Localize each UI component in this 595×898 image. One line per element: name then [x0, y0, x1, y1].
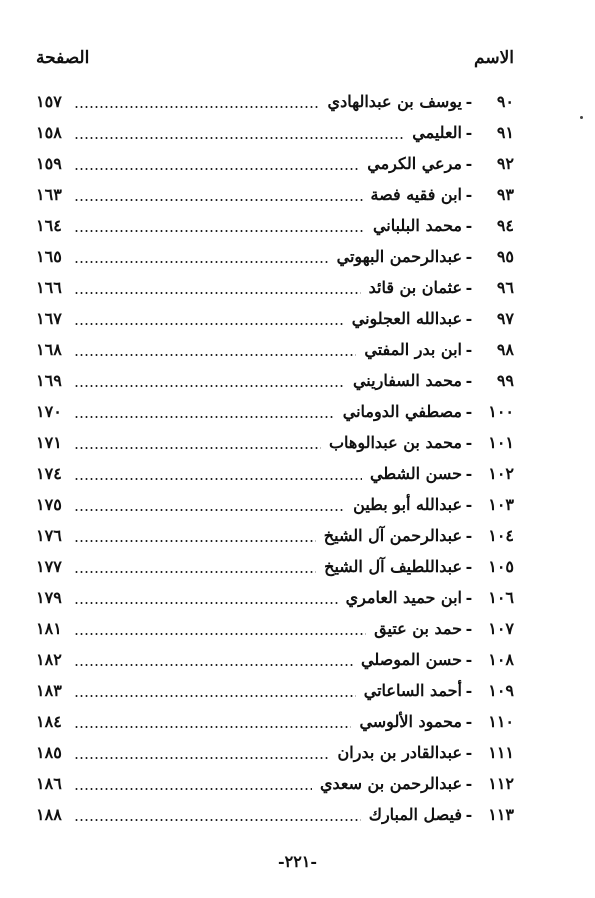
entry-page: ١٦٧	[36, 309, 62, 328]
entry-page: ١٧٥	[36, 495, 62, 514]
index-entry	[36, 117, 514, 148]
entry-number: ١٠٩	[488, 681, 514, 700]
index-entry	[36, 427, 514, 458]
dot-leader	[74, 757, 330, 759]
index-entry	[36, 520, 514, 551]
entry-number: ١٠٠	[488, 402, 514, 421]
entry-name: يوسف بن عبدالهادي	[327, 92, 462, 111]
dot-leader	[74, 478, 362, 480]
entry-name: مصطفي الدوماني	[342, 402, 462, 421]
entry-name: محمد البلباني	[372, 216, 462, 235]
dot-leader	[74, 695, 356, 697]
dot-leader	[74, 819, 361, 821]
entry-name: فيصل المبارك	[368, 805, 462, 824]
entry-dash: -	[465, 557, 473, 576]
entry-page: ١٨٤	[36, 712, 62, 731]
entry-page: ١٦٦	[36, 278, 62, 297]
page-column-heading: الصفحة	[36, 48, 90, 68]
entry-number: ٩٩	[496, 371, 514, 390]
dot-leader	[74, 199, 363, 201]
index-entry	[36, 396, 514, 427]
entry-number: ١١٠	[488, 712, 514, 731]
index-entry	[36, 179, 514, 210]
entry-page: ١٧٦	[36, 526, 62, 545]
entry-page: ١٧٧	[36, 557, 62, 576]
entry-dash: -	[465, 154, 473, 173]
dot-leader	[74, 168, 359, 170]
entry-page: ١٦٩	[36, 371, 62, 390]
entry-dash: -	[465, 402, 473, 421]
index-entry	[36, 303, 514, 334]
index-entry	[36, 613, 514, 644]
index-entry	[36, 706, 514, 737]
index-entry	[36, 799, 514, 830]
entry-dash: -	[465, 526, 473, 545]
entry-dash: -	[465, 805, 473, 824]
entry-name: عبدالله العجلوني	[351, 309, 462, 328]
dot-leader	[74, 447, 321, 449]
entry-dash: -	[465, 309, 473, 328]
dot-leader	[74, 726, 351, 728]
entry-page: ١٧٩	[36, 588, 62, 607]
dot-leader	[74, 106, 320, 108]
entry-number: ١٠٧	[488, 619, 514, 638]
entry-dash: -	[465, 247, 473, 266]
entry-number: ١٠١	[488, 433, 514, 452]
entry-dash: -	[465, 92, 473, 111]
index-list	[36, 86, 514, 830]
entry-dash: -	[465, 278, 473, 297]
entry-name: عبداللطيف آل الشيخ	[324, 557, 462, 576]
entry-name: عبدالرحمن بن سعدي	[319, 774, 462, 793]
entry-name: حسن الموصلي	[361, 650, 462, 669]
dot-leader	[74, 230, 365, 232]
entry-number: ٩٤	[496, 216, 514, 235]
dot-leader	[74, 137, 404, 139]
entry-number: ٩٠	[496, 92, 514, 111]
entry-name: ابن بدر المفتي	[364, 340, 462, 359]
entry-name: عبدالرحمن آل الشيخ	[323, 526, 462, 545]
entry-dash: -	[465, 185, 473, 204]
dot-leader	[74, 354, 356, 356]
entry-name: أحمد الساعاتي	[363, 681, 462, 700]
entry-number: ٩٣	[496, 185, 514, 204]
index-entry	[36, 768, 514, 799]
entry-number: ٩٢	[496, 154, 514, 173]
dot-leader	[74, 602, 338, 604]
entry-dash: -	[465, 216, 473, 235]
entry-number: ٩٦	[496, 278, 514, 297]
dot-leader	[74, 664, 353, 666]
entry-number: ١١٣	[488, 805, 514, 824]
name-column-heading: الاسم	[474, 48, 514, 68]
index-entry	[36, 489, 514, 520]
index-entry	[36, 737, 514, 768]
index-entry	[36, 365, 514, 396]
entry-dash: -	[465, 774, 473, 793]
entry-name: محمد السفاريني	[352, 371, 462, 390]
entry-name: العليمي	[412, 123, 462, 142]
entry-name: عبدالله أبو بطين	[353, 495, 462, 514]
index-entry	[36, 675, 514, 706]
entry-number: ١٠٨	[488, 650, 514, 669]
dot-leader	[74, 633, 366, 635]
entry-page: ١٨٥	[36, 743, 62, 762]
entry-page: ١٦٨	[36, 340, 62, 359]
entry-number: ١٠٤	[488, 526, 514, 545]
entry-name: ابن حميد العامري	[345, 588, 462, 607]
entry-name: عبدالقادر بن بدران	[337, 743, 462, 762]
entry-name: مرعي الكرمي	[367, 154, 462, 173]
dot-leader	[74, 323, 344, 325]
entry-number: ٩١	[496, 123, 514, 142]
entry-dash: -	[465, 495, 473, 514]
entry-dash: -	[465, 371, 473, 390]
index-entry	[36, 458, 514, 489]
entry-name: حسن الشطي	[370, 464, 462, 483]
entry-dash: -	[465, 619, 473, 638]
dot-leader	[74, 540, 316, 542]
index-entry	[36, 148, 514, 179]
print-speck	[580, 116, 583, 119]
entry-dash: -	[465, 681, 473, 700]
entry-page: ١٦٣	[36, 185, 62, 204]
index-entry	[36, 334, 514, 365]
dot-leader	[74, 788, 312, 790]
entry-page: ١٧٠	[36, 402, 62, 421]
index-entry	[36, 210, 514, 241]
entry-page: ١٨١	[36, 619, 62, 638]
entry-number: ٩٧	[496, 309, 514, 328]
entry-dash: -	[465, 743, 473, 762]
entry-dash: -	[465, 588, 473, 607]
dot-leader	[74, 261, 329, 263]
dot-leader	[74, 292, 361, 294]
entry-page: ١٦٤	[36, 216, 62, 235]
dot-leader	[74, 416, 335, 418]
table-header	[36, 44, 514, 72]
entry-name: حمد بن عتيق	[374, 619, 462, 638]
entry-name: عثمان بن قائد	[368, 278, 462, 297]
index-entry	[36, 644, 514, 675]
entry-dash: -	[465, 650, 473, 669]
entry-page: ١٥٩	[36, 154, 62, 173]
entry-page: ١٧١	[36, 433, 62, 452]
entry-dash: -	[465, 433, 473, 452]
index-entry	[36, 551, 514, 582]
entry-number: ٩٨	[496, 340, 514, 359]
entry-page: ١٦٥	[36, 247, 62, 266]
entry-number: ٩٥	[496, 247, 514, 266]
entry-dash: -	[465, 340, 473, 359]
entry-name: محمود الألوسي	[359, 712, 462, 731]
dot-leader	[74, 385, 345, 387]
entry-number: ١٠٥	[488, 557, 514, 576]
entry-dash: -	[465, 123, 473, 142]
index-entry	[36, 582, 514, 613]
entry-name: ابن فقيه فصة	[370, 185, 462, 204]
entry-name: عبدالرحمن البهوتي	[336, 247, 462, 266]
page-number: -٢٢١-	[277, 852, 318, 871]
entry-page: ١٨٨	[36, 805, 62, 824]
index-entry	[36, 86, 514, 117]
entry-page: ١٧٤	[36, 464, 62, 483]
entry-number: ١٠٢	[488, 464, 514, 483]
index-entry	[36, 241, 514, 272]
entry-page: ١٨٦	[36, 774, 62, 793]
entry-name: محمد بن عبدالوهاب	[328, 433, 462, 452]
entry-page: ١٨٢	[36, 650, 62, 669]
entry-number: ١١٢	[488, 774, 514, 793]
entry-page: ١٥٨	[36, 123, 62, 142]
entry-page: ١٥٧	[36, 92, 62, 111]
dot-leader	[74, 509, 345, 511]
entry-dash: -	[465, 712, 473, 731]
dot-leader	[74, 571, 316, 573]
entry-page: ١٨٣	[36, 681, 62, 700]
entry-number: ١٠٣	[488, 495, 514, 514]
index-entry	[36, 272, 514, 303]
entry-number: ١٠٦	[488, 588, 514, 607]
entry-dash: -	[465, 464, 473, 483]
entry-number: ١١١	[488, 743, 514, 762]
